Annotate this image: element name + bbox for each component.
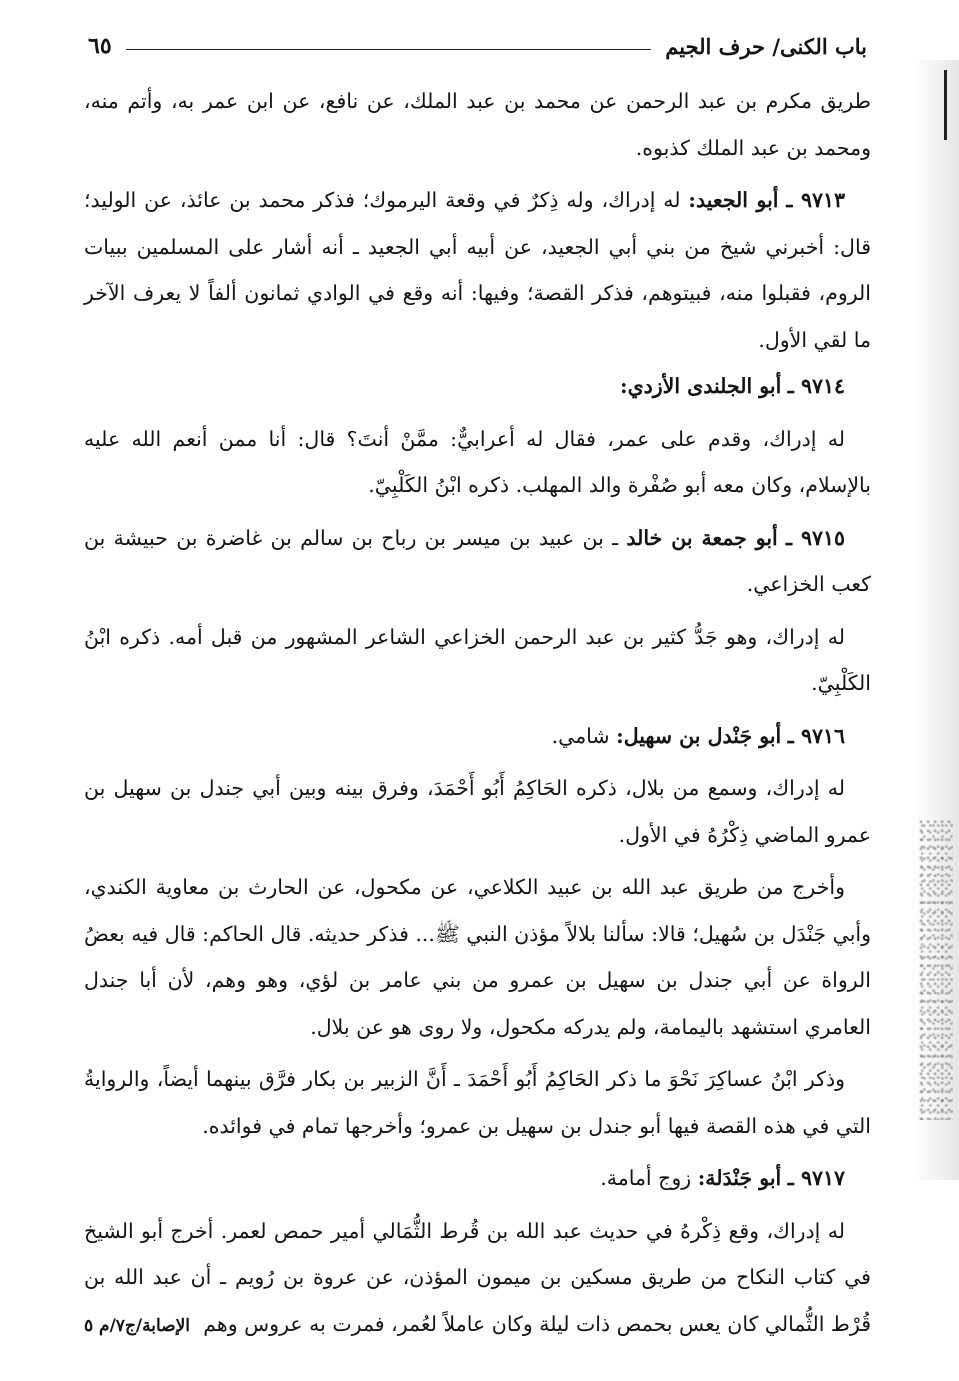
entry-9716 <box>84 713 871 760</box>
binding-mark <box>944 70 947 140</box>
entry-9713 <box>84 177 871 363</box>
paragraph-text: وأخرج من طريق عبد الله بن عبيد الكلاعي، عن مكحول، عن الحارث بن معاوية الكندي، وأبي جَنْدَل بن سُهيل؛ قالا: سألنا بلالاً مؤذن النبي ﷺ... فذكر حديثه. قال الحاكم: قال فيه بعضُ الرواة عن أبي جندل بن سهيل بن عمرو من بني عامر بن لؤي، وهو وهم، لأن أبا جندل العامري استشهد باليمامة، ولم يدركه مكحول، ولا روى هو عن بلال. <box>84 875 871 1039</box>
entry-text: له إدراك، وله ذِكرٌ في وقعة اليرموك؛ فذكر محمد بن عائذ، عن الوليد؛ قال: أخبرني شيخ من بني أبي الجعيد، عن أبيه أبي الجعيد ـ أنه أشار على المسلمين ببيات الروم، فقبلوا منه، فبيتوهم، فذكر القصة؛ وفيها: أنه وقع في الوادي ثمانون ألفاً لا يعرف الآخر ما لقي الأول. <box>84 188 871 352</box>
entry-name: أبو جَنْدل بن سهيل: <box>616 723 782 748</box>
entry-number: ٩٧١٥ ـ <box>786 525 845 550</box>
paragraph <box>84 864 871 1050</box>
paragraph <box>84 416 871 509</box>
running-header <box>88 28 867 64</box>
entry-number: ٩٧١٦ ـ <box>787 723 845 748</box>
paragraph-text: له إدراك، وقدم على عمر، فقال له أعرابيٌّ: ممَّنْ أنتَ؟ قال: أنا ممن أنعم الله عليه بالإسلام، وكان معه أبو صُفْرة والد المهلب. ذكره ابْنُ الكَلْبِيّ. <box>84 426 871 497</box>
entry-9715 <box>84 515 871 608</box>
entry-text: ـ بن عبيد بن ميسر بن رباح بن سالم بن غاضرة بن حبيشة بن كعب الخزاعي. <box>84 525 871 596</box>
entry-9714 <box>84 363 871 410</box>
page-body <box>84 78 871 1347</box>
page-number: ٦٥ <box>88 33 112 59</box>
paragraph <box>84 765 871 858</box>
entry-name: أبو الجلندى الأزدي: <box>620 374 782 398</box>
entry-name: أبو الجعيد: <box>688 188 779 212</box>
paragraph-text: طريق مكرم بن عبد الرحمن عن محمد بن عبد الملك، عن نافع، عن ابن عمر به، وأتم منه، ومحمد بن عبد الملك كذبوه. <box>84 89 871 160</box>
entry-number: ٩٧١٧ ـ <box>787 1166 845 1190</box>
paragraph-text: له إدراك، وهو جَدُّ كثير بن عبد الرحمن الخزاعي الشاعر المشهور من قبل أمه. ذكره ابْنُ الكَلْبِيّ. <box>84 624 871 695</box>
running-header-title: باب الكنى/ حرف الجيم <box>665 33 867 59</box>
entry-name: أبو جمعة بن خالد <box>626 525 778 550</box>
entry-text: شامي. <box>551 723 617 748</box>
paragraph-continuation <box>84 78 871 171</box>
paragraph <box>84 614 871 707</box>
entry-name: أبو جَنْدَلة: <box>697 1166 782 1190</box>
entry-text: زوج أمامة. <box>600 1166 698 1190</box>
paragraph <box>84 1208 871 1348</box>
paragraph-text: له إدراك، وقع ذِكْرهُ في حديث عبد الله بن قُرط الثُّمَالي أمير حمص لعمر. أخرج أبو الشيخ في كتاب النكاح من طريق مسكين بن ميمون المؤذن، عن عروة بن رُويم ـ أن عبد الله بن قُرْط الثُّمالي كان يعس بحمص ذات ليلة وكان عاملاً لعُمر، فمرت به عروس وهم <box>84 1218 871 1336</box>
scan-speckle <box>919 820 953 1120</box>
entry-number: ٩٧١٣ ـ <box>786 188 845 212</box>
paragraph-text: له إدراك، وسمع من بلال، ذكره الحَاكِمُ أَبُو أَحْمَدَ، وفرق بينه وبين أبي جندل بن سهيل بن عمرو الماضي ذِكْرُهُ في الأول. <box>84 776 871 847</box>
entry-number: ٩٧١٤ ـ <box>787 374 845 398</box>
header-rule <box>126 49 652 50</box>
paragraph-text: وذكر ابْنُ عساكِرَ نَحْوَ ما ذكر الحَاكِمُ أَبُو أَحْمَدَ ـ أَنَّ الزبير بن بكار فرَّق بينهما أيضاً، والروايةُ التي في هذه القصة فيها أبو جندل بن سهيل بن عمرو؛ وأخرجها تمام في فوائده. <box>84 1067 871 1138</box>
entry-9717 <box>84 1155 871 1202</box>
paragraph <box>84 1056 871 1149</box>
signature-footer: الإصابة/ج٧/م ٥ <box>84 1316 190 1336</box>
